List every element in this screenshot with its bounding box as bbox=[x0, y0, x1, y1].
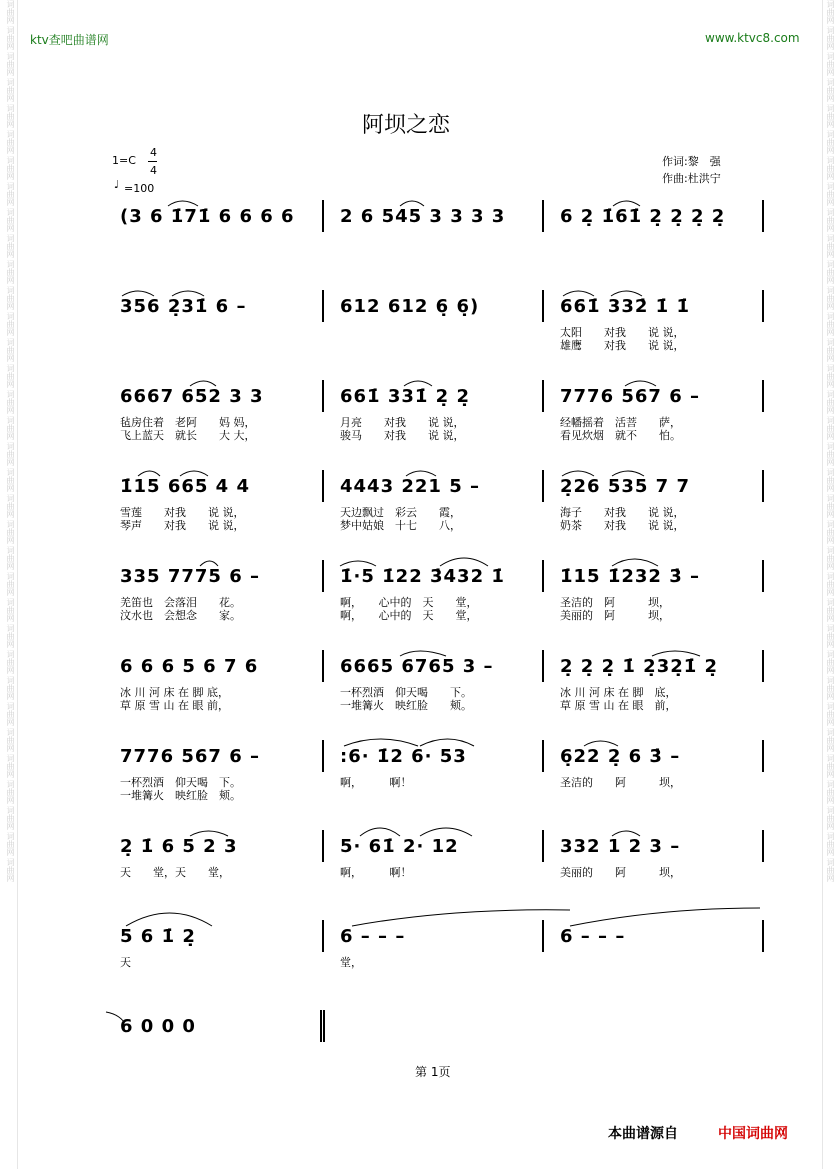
barline bbox=[542, 380, 544, 412]
slur bbox=[625, 381, 656, 386]
watermark-text: 词曲网 bbox=[6, 858, 15, 882]
watermark-text: 词曲网 bbox=[6, 130, 15, 154]
key-signature: 1=C bbox=[112, 154, 136, 167]
barline bbox=[542, 740, 544, 772]
slur bbox=[562, 471, 594, 476]
slur bbox=[172, 291, 204, 296]
watermark-text: 词曲网 bbox=[826, 494, 835, 518]
lyric-line: 堂， bbox=[340, 956, 362, 969]
lyric-line: 美丽的 阿 坝， bbox=[560, 866, 681, 879]
slur bbox=[400, 201, 424, 206]
watermark-text: 词曲网 bbox=[826, 520, 835, 544]
watermark-text: 词曲网 bbox=[826, 650, 835, 674]
slur bbox=[584, 741, 618, 746]
lyric-line: 冰 川 河 床 在 脚 底， bbox=[120, 686, 229, 699]
measure-group: 332 1 2 3 – bbox=[560, 836, 681, 857]
slur bbox=[613, 201, 640, 206]
watermark-text: 词曲网 bbox=[826, 364, 835, 388]
watermark-text: 词曲网 bbox=[6, 52, 15, 76]
barline bbox=[542, 650, 544, 682]
barline bbox=[762, 740, 764, 772]
barline bbox=[322, 470, 324, 502]
lyric-line: 汶水也 会想念 家。 bbox=[120, 609, 241, 622]
measure-group: 2̣26 535 7 7 bbox=[560, 476, 690, 497]
watermark-text: 词曲网 bbox=[826, 468, 835, 492]
lyric-line: 草 原 雪 山 在 眼 前， bbox=[120, 699, 229, 712]
barline bbox=[320, 1010, 322, 1042]
watermark-text: 词曲网 bbox=[826, 546, 835, 570]
watermark-text: 词曲网 bbox=[6, 468, 15, 492]
watermark-text: 词曲网 bbox=[6, 572, 15, 596]
tempo-note-icon: ♩ bbox=[114, 178, 120, 191]
watermark-text: 词曲网 bbox=[826, 156, 835, 180]
measure-group: :6· 1̇2 6· 53 bbox=[340, 746, 467, 767]
measure-group: 6 0 0 0 bbox=[120, 1016, 196, 1037]
slur bbox=[360, 828, 400, 836]
measure-group: 661̇ 332̇ 1̇ 1̇ bbox=[560, 296, 690, 317]
measure-group: 7776 567 6 – bbox=[120, 746, 260, 767]
watermark-text: 词曲网 bbox=[826, 286, 835, 310]
watermark-text: 词曲网 bbox=[826, 572, 835, 596]
watermark-text: 词曲网 bbox=[826, 260, 835, 284]
slur bbox=[611, 291, 642, 296]
slur bbox=[652, 651, 700, 656]
measure-group: 356 2̣31̇ 6 – bbox=[120, 296, 247, 317]
watermark-text: 词曲网 bbox=[826, 78, 835, 102]
lyric-line: 太阳 对我 说 说， bbox=[560, 326, 685, 339]
lyric-line: 美丽的 阿 坝， bbox=[560, 609, 670, 622]
barline bbox=[542, 560, 544, 592]
song-title: 阿坝之恋 bbox=[362, 113, 451, 138]
lyric-line: 琴声 对我 说 说， bbox=[120, 519, 245, 532]
lyric-line: 草 原 雪 山 在 眼 前， bbox=[560, 699, 677, 712]
lyric-line: 奶茶 对我 说 说， bbox=[560, 519, 685, 532]
watermark-text: 词曲网 bbox=[6, 0, 15, 24]
slur bbox=[180, 471, 208, 476]
lyric-line: 骏马 对我 说 说， bbox=[340, 429, 465, 442]
watermark-text: 词曲网 bbox=[826, 390, 835, 414]
footer-source-site[interactable]: 中国词曲网 bbox=[718, 1126, 788, 1142]
slur bbox=[190, 831, 228, 836]
barline bbox=[762, 920, 764, 952]
measure-group: 5· 61̇ 2· 12 bbox=[340, 836, 459, 857]
barline bbox=[542, 290, 544, 322]
watermark-text: 词曲网 bbox=[6, 390, 15, 414]
watermark-text: 词曲网 bbox=[826, 780, 835, 804]
watermark-text: 词曲网 bbox=[826, 312, 835, 336]
lyric-line: 一杯烈酒 仰天喝 下。 bbox=[340, 686, 472, 699]
watermark-text: 词曲网 bbox=[826, 858, 835, 882]
slur bbox=[406, 471, 436, 476]
header-right-site[interactable]: www.ktvc8.com bbox=[705, 31, 800, 45]
time-signature-bottom: 4 bbox=[150, 164, 157, 177]
measure-group: 6 6 6 5 6 7 6 bbox=[120, 656, 259, 677]
watermark-text: 词曲网 bbox=[6, 754, 15, 778]
watermark-text: 词曲网 bbox=[6, 832, 15, 856]
watermark-text: 词曲网 bbox=[6, 78, 15, 102]
barline bbox=[762, 830, 764, 862]
barline bbox=[542, 920, 544, 952]
lyric-line: 看见炊烟 就不 怕。 bbox=[560, 429, 681, 442]
composer-credit: 作曲:杜洪宁 bbox=[662, 172, 721, 185]
watermark-text: 词曲网 bbox=[6, 286, 15, 310]
lyric-line: 一堆篝火 映红脸 颊。 bbox=[340, 699, 472, 712]
lyric-line: 一堆篝火 映红脸 颊。 bbox=[120, 789, 241, 802]
watermark-text: 词曲网 bbox=[6, 338, 15, 362]
barline bbox=[762, 200, 764, 232]
watermark-text: 词曲网 bbox=[6, 364, 15, 388]
measure-group: 6 – – – bbox=[560, 926, 626, 947]
barline bbox=[322, 200, 324, 232]
watermark-text: 词曲网 bbox=[826, 208, 835, 232]
watermark-text: 词曲网 bbox=[826, 130, 835, 154]
measure-group: 1̇15 665 4 4 bbox=[120, 476, 250, 497]
watermark-text: 词曲网 bbox=[6, 728, 15, 752]
lyric-line: 梦中姑娘 十七 八， bbox=[340, 519, 461, 532]
watermark-text: 词曲网 bbox=[6, 182, 15, 206]
barline bbox=[762, 290, 764, 322]
watermark-text: 词曲网 bbox=[6, 598, 15, 622]
lyric-line: 啊， 心中的 天 堂， bbox=[340, 596, 478, 609]
watermark-text: 词曲网 bbox=[6, 780, 15, 804]
tempo-mark: =100 bbox=[124, 182, 155, 195]
header-left-site[interactable]: ktv查吧曲谱网 bbox=[30, 33, 109, 47]
watermark-text: 词曲网 bbox=[6, 624, 15, 648]
slur bbox=[168, 201, 198, 206]
lyric-line: 啊， 啊！ bbox=[340, 776, 412, 789]
watermark-text: 词曲网 bbox=[6, 650, 15, 674]
watermark-text: 词曲网 bbox=[6, 312, 15, 336]
measure-group: 2̣ 1̇ 6 5 2 3 bbox=[120, 836, 238, 857]
tie bbox=[106, 1012, 124, 1022]
measure-group: 4443 221 5 – bbox=[340, 476, 480, 497]
measure-group: 335 7775 6 – bbox=[120, 566, 260, 587]
slur bbox=[420, 739, 474, 746]
watermark-text: 词曲网 bbox=[826, 702, 835, 726]
watermark-text: 词曲网 bbox=[826, 624, 835, 648]
barline bbox=[542, 470, 544, 502]
lyricist-credit: 作词:黎 强 bbox=[662, 155, 721, 168]
watermark-text: 词曲网 bbox=[826, 26, 835, 50]
slur bbox=[138, 471, 160, 476]
barline bbox=[322, 650, 324, 682]
lyric-line: 天 堂，天 堂， bbox=[120, 866, 230, 879]
barline bbox=[762, 560, 764, 592]
measure-group: 6̣22 2̣ 6 3̇ – bbox=[560, 746, 681, 767]
slur bbox=[122, 291, 154, 296]
watermark-text: 词曲网 bbox=[826, 442, 835, 466]
watermark-text: 词曲网 bbox=[6, 104, 15, 128]
watermark-text: 词曲网 bbox=[826, 0, 835, 24]
slur bbox=[400, 651, 446, 656]
watermark-text: 词曲网 bbox=[6, 806, 15, 830]
watermark-text: 词曲网 bbox=[6, 260, 15, 284]
watermark-text: 词曲网 bbox=[826, 234, 835, 258]
slur bbox=[190, 381, 216, 386]
measure-group: 6665 6765 3 – bbox=[340, 656, 494, 677]
barline bbox=[322, 560, 324, 592]
measure-group: 6 – – – bbox=[340, 926, 406, 947]
barline bbox=[542, 830, 544, 862]
watermark-text: 词曲网 bbox=[6, 26, 15, 50]
lyric-line: 雄鹰 对我 说 说， bbox=[560, 339, 685, 352]
measure-group: 6667 652 3 3 bbox=[120, 386, 264, 407]
tie bbox=[352, 910, 570, 926]
watermark-text: 词曲网 bbox=[6, 494, 15, 518]
measure-group: 7776 567 6 – bbox=[560, 386, 700, 407]
slur bbox=[612, 831, 640, 836]
slur bbox=[563, 291, 594, 296]
slur bbox=[440, 558, 488, 566]
slur bbox=[126, 913, 212, 926]
watermark-text: 词曲网 bbox=[6, 442, 15, 466]
slur bbox=[612, 471, 644, 476]
measure-group: 2 6 545 3 3 3 3 bbox=[340, 206, 506, 227]
lyric-line: 月亮 对我 说 说， bbox=[340, 416, 465, 429]
barline bbox=[762, 650, 764, 682]
measure-group: 5 6 1̇ 2̣ bbox=[120, 926, 196, 947]
measure-group: (3 6 1̇71̇ 6 6 6 6 bbox=[120, 206, 295, 227]
watermark-text: 词曲网 bbox=[826, 728, 835, 752]
time-signature-top: 4 bbox=[150, 146, 157, 159]
lyric-line: 天 bbox=[120, 956, 131, 969]
lyric-line: 冰 川 河 床 在 脚 底， bbox=[560, 686, 677, 699]
barline bbox=[322, 290, 324, 322]
measure-group: 2̣ 2̣ 2̣ 1̇ 2̣32̣1̇ 2̣ bbox=[560, 656, 719, 677]
measure-group: 6 2̣ 1̇61̇ 2̣ 2̣ 2̣ 2̣ bbox=[560, 206, 726, 227]
tie bbox=[570, 908, 760, 926]
slur bbox=[344, 739, 418, 746]
watermark-text: 词曲网 bbox=[6, 234, 15, 258]
watermark-text: 词曲网 bbox=[6, 702, 15, 726]
lyric-line: 一杯烈酒 仰天喝 下。 bbox=[120, 776, 241, 789]
measure-group: 1̇·5 1̇22 3̇432 1̇ bbox=[340, 566, 505, 587]
barline bbox=[323, 1010, 325, 1042]
lyric-line: 天边飘过 彩云 霞， bbox=[340, 506, 461, 519]
watermark-text: 词曲网 bbox=[826, 182, 835, 206]
lyric-line: 羌笛也 会落泪 花。 bbox=[120, 596, 241, 609]
barline bbox=[542, 200, 544, 232]
watermark-text: 词曲网 bbox=[826, 806, 835, 830]
measure-group: 612 612 6̣ 6̣) bbox=[340, 296, 480, 317]
lyric-line: 圣洁的 阿 坝， bbox=[560, 776, 681, 789]
barline bbox=[762, 470, 764, 502]
watermark-text: 词曲网 bbox=[6, 416, 15, 440]
barline bbox=[322, 920, 324, 952]
measure-group: 1̇15 1̇232 3̇ – bbox=[560, 566, 700, 587]
measure-group: 661̇ 331̇ 2̣ 2̣ bbox=[340, 386, 470, 407]
page-number: 第 1页 bbox=[415, 1065, 451, 1079]
lyric-line: 飞上蓝天 就长 大 大， bbox=[120, 429, 256, 442]
watermark-text: 词曲网 bbox=[6, 546, 15, 570]
slur bbox=[420, 828, 472, 836]
watermark-text: 词曲网 bbox=[826, 52, 835, 76]
watermark-text: 词曲网 bbox=[826, 416, 835, 440]
lyric-line: 毡房住着 老阿 妈 妈， bbox=[120, 416, 256, 429]
lyric-line: 海子 对我 说 说， bbox=[560, 506, 685, 519]
barline bbox=[322, 380, 324, 412]
lyric-line: 啊， 心中的 天 堂， bbox=[340, 609, 478, 622]
watermark-text: 词曲网 bbox=[6, 676, 15, 700]
slur bbox=[340, 561, 376, 566]
slur bbox=[200, 561, 218, 566]
slur bbox=[404, 381, 432, 386]
barline bbox=[322, 740, 324, 772]
slur bbox=[612, 559, 658, 566]
watermark-text: 词曲网 bbox=[6, 156, 15, 180]
barline bbox=[762, 380, 764, 412]
watermark-text: 词曲网 bbox=[826, 104, 835, 128]
watermark-text: 词曲网 bbox=[826, 338, 835, 362]
footer-source-label: 本曲谱源自 bbox=[608, 1126, 678, 1142]
watermark-text: 词曲网 bbox=[826, 598, 835, 622]
watermark-text: 词曲网 bbox=[6, 208, 15, 232]
barline bbox=[322, 830, 324, 862]
watermark-text: 词曲网 bbox=[826, 676, 835, 700]
watermark-text: 词曲网 bbox=[826, 754, 835, 778]
watermark-text: 词曲网 bbox=[6, 520, 15, 544]
lyric-line: 雪莲 对我 说 说， bbox=[120, 506, 245, 519]
watermark-text: 词曲网 bbox=[826, 832, 835, 856]
lyric-line: 圣洁的 阿 坝， bbox=[560, 596, 670, 609]
lyric-line: 经幡摇着 活菩 萨， bbox=[560, 416, 681, 429]
lyric-line: 啊， 啊！ bbox=[340, 866, 412, 879]
